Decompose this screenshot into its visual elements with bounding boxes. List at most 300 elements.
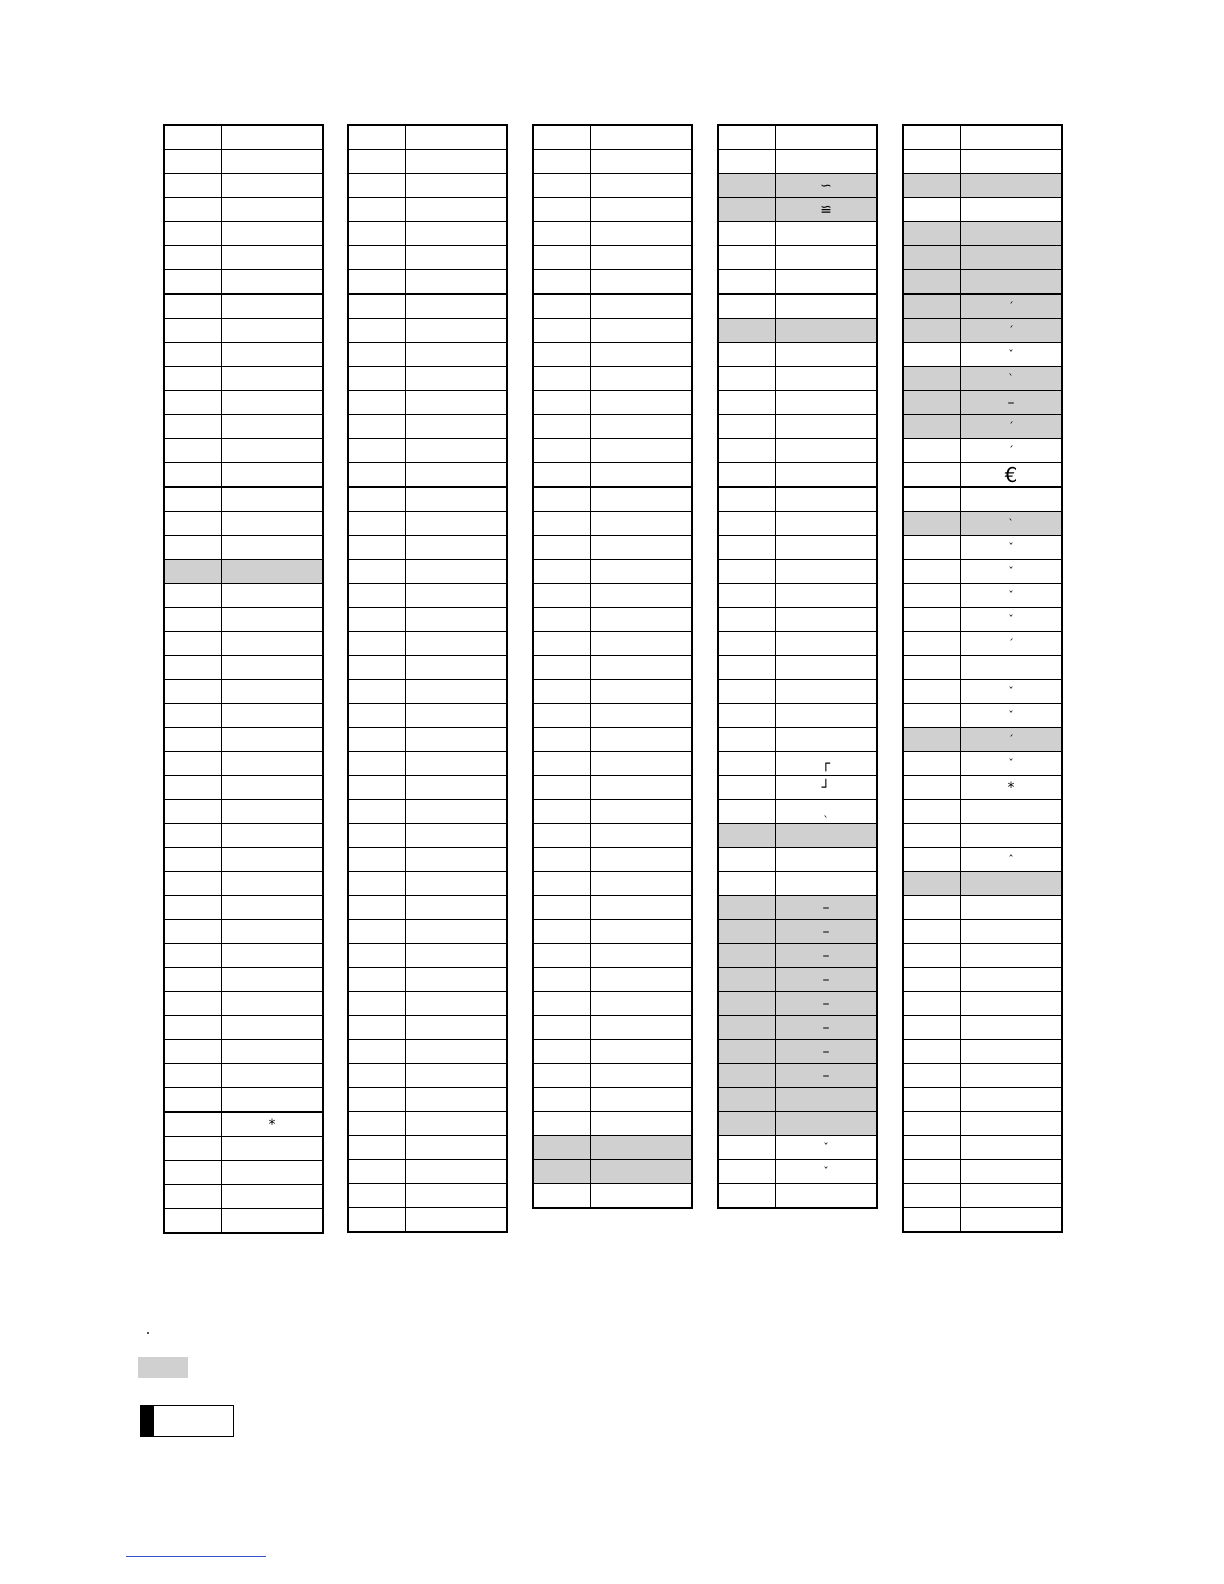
glyph-cell xyxy=(961,1040,1063,1064)
table-row xyxy=(533,560,692,584)
table-row xyxy=(718,656,877,680)
glyph-cell: – xyxy=(776,920,878,944)
table-row xyxy=(903,1088,1062,1112)
code-cell xyxy=(348,270,406,295)
code-cell xyxy=(718,824,776,848)
glyph-cell xyxy=(591,150,693,174)
table-row xyxy=(903,632,1062,656)
table-row xyxy=(348,319,507,343)
table-row xyxy=(903,1184,1062,1208)
code-cell xyxy=(164,872,222,896)
glyph-cell xyxy=(591,512,693,536)
glyph-cell xyxy=(591,174,693,198)
glyph-cell xyxy=(961,1160,1063,1184)
glyph-cell xyxy=(591,198,693,222)
code-cell xyxy=(718,487,776,512)
table-row xyxy=(718,391,877,415)
code-table-body xyxy=(903,125,1062,1232)
glyph-cell xyxy=(776,246,878,270)
glyph-cell xyxy=(591,1064,693,1088)
table-row xyxy=(164,776,323,800)
code-cell xyxy=(348,367,406,391)
table-row xyxy=(533,896,692,920)
code-cell xyxy=(533,896,591,920)
code-cell xyxy=(718,270,776,295)
glyph-cell xyxy=(406,198,508,222)
code-cell xyxy=(164,920,222,944)
glyph-cell xyxy=(591,367,693,391)
glyph-cell xyxy=(222,752,324,776)
glyph-cell xyxy=(776,560,878,584)
table-row xyxy=(164,367,323,391)
table-row xyxy=(718,367,877,391)
table-row xyxy=(348,872,507,896)
table-row xyxy=(718,415,877,439)
glyph-cell xyxy=(591,848,693,872)
table-row xyxy=(718,294,877,319)
table-row xyxy=(348,198,507,222)
glyph-cell xyxy=(961,656,1063,680)
glyph-cell xyxy=(406,536,508,560)
code-cell xyxy=(533,1160,591,1184)
table-row xyxy=(903,968,1062,992)
table-row xyxy=(718,222,877,246)
glyph-cell xyxy=(406,1184,508,1208)
glyph-cell xyxy=(961,150,1063,174)
table-row xyxy=(348,584,507,608)
glyph-cell xyxy=(406,944,508,968)
code-cell xyxy=(903,680,961,704)
table-row xyxy=(348,992,507,1016)
glyph-cell xyxy=(406,920,508,944)
table-row xyxy=(903,198,1062,222)
glyph-cell xyxy=(591,680,693,704)
table-row xyxy=(533,1184,692,1209)
table-row xyxy=(533,270,692,295)
code-cell xyxy=(718,246,776,270)
glyph-cell xyxy=(406,560,508,584)
code-cell xyxy=(718,294,776,319)
code-cell xyxy=(348,439,406,463)
glyph-cell xyxy=(776,1112,878,1136)
table-row xyxy=(903,992,1062,1016)
glyph-cell xyxy=(222,992,324,1016)
table-row xyxy=(533,463,692,488)
table-row xyxy=(718,920,877,944)
code-cell xyxy=(533,294,591,319)
code-table-3 xyxy=(532,124,693,1209)
table-row xyxy=(164,246,323,270)
code-cell xyxy=(533,584,591,608)
glyph-cell xyxy=(591,319,693,343)
code-cell xyxy=(164,1016,222,1040)
table-row xyxy=(903,800,1062,824)
table-row xyxy=(903,391,1062,415)
code-cell xyxy=(903,848,961,872)
code-cell xyxy=(348,680,406,704)
code-cell xyxy=(533,992,591,1016)
table-row xyxy=(718,704,877,728)
table-row xyxy=(718,848,877,872)
glyph-cell xyxy=(591,632,693,656)
table-row xyxy=(348,920,507,944)
code-cell xyxy=(164,848,222,872)
table-row xyxy=(533,1040,692,1064)
glyph-cell xyxy=(222,632,324,656)
glyph-cell xyxy=(406,294,508,319)
table-row xyxy=(348,800,507,824)
code-cell xyxy=(718,1184,776,1209)
code-cell xyxy=(533,1064,591,1088)
glyph-cell xyxy=(222,776,324,800)
table-row xyxy=(903,439,1062,463)
glyph-cell xyxy=(776,1088,878,1112)
table-row xyxy=(164,1137,323,1161)
code-cell xyxy=(718,198,776,222)
code-cell xyxy=(164,1088,222,1113)
code-cell xyxy=(718,125,776,150)
code-cell xyxy=(164,367,222,391)
glyph-cell xyxy=(591,246,693,270)
table-row xyxy=(718,270,877,295)
glyph-cell xyxy=(591,343,693,367)
table-row xyxy=(348,1088,507,1112)
table-row xyxy=(718,1064,877,1088)
glyph-cell xyxy=(591,415,693,439)
code-cell xyxy=(348,222,406,246)
glyph-cell xyxy=(406,246,508,270)
table-row xyxy=(718,512,877,536)
code-cell xyxy=(718,1088,776,1112)
code-cell xyxy=(718,680,776,704)
glyph-cell xyxy=(591,656,693,680)
table-row xyxy=(533,367,692,391)
table-row xyxy=(718,246,877,270)
table-row xyxy=(348,608,507,632)
code-cell xyxy=(164,728,222,752)
glyph-cell xyxy=(591,270,693,295)
table-row xyxy=(164,1016,323,1040)
code-table-body xyxy=(164,125,323,1233)
code-cell xyxy=(718,1160,776,1184)
code-cell xyxy=(718,848,776,872)
table-row xyxy=(348,656,507,680)
glyph-cell xyxy=(776,222,878,246)
table-row xyxy=(164,704,323,728)
glyph-cell: * xyxy=(222,1112,324,1137)
code-cell xyxy=(533,536,591,560)
code-cell xyxy=(164,680,222,704)
glyph-cell xyxy=(222,1137,324,1161)
table-row xyxy=(533,487,692,512)
code-cell xyxy=(533,728,591,752)
code-cell xyxy=(348,608,406,632)
glyph-cell xyxy=(961,968,1063,992)
code-cell xyxy=(903,1160,961,1184)
glyph-cell xyxy=(591,1136,693,1160)
table-row xyxy=(533,728,692,752)
code-cell xyxy=(903,1136,961,1160)
glyph-cell xyxy=(961,992,1063,1016)
glyph-cell xyxy=(222,560,324,584)
legend-shaded-swatch xyxy=(138,1357,188,1378)
glyph-cell xyxy=(222,824,324,848)
table-row xyxy=(164,512,323,536)
glyph-cell xyxy=(591,824,693,848)
glyph-cell: ˊ xyxy=(961,294,1063,319)
code-cell xyxy=(164,463,222,488)
table-row xyxy=(718,824,877,848)
table-row xyxy=(533,584,692,608)
code-cell xyxy=(533,415,591,439)
table-row xyxy=(533,1160,692,1184)
glyph-cell: ˊ xyxy=(961,319,1063,343)
code-cell xyxy=(533,1040,591,1064)
code-cell xyxy=(903,463,961,488)
code-cell xyxy=(718,512,776,536)
code-cell xyxy=(718,872,776,896)
table-row xyxy=(348,343,507,367)
glyph-cell: – xyxy=(776,992,878,1016)
code-cell xyxy=(718,150,776,174)
code-cell xyxy=(164,343,222,367)
code-cell xyxy=(718,367,776,391)
table-row xyxy=(903,487,1062,512)
glyph-cell: – xyxy=(776,1040,878,1064)
code-cell xyxy=(903,656,961,680)
code-table-body xyxy=(718,125,877,1208)
glyph-cell xyxy=(961,222,1063,246)
code-cell xyxy=(718,584,776,608)
glyph-cell xyxy=(406,632,508,656)
glyph-cell xyxy=(961,174,1063,198)
table-row xyxy=(903,1016,1062,1040)
code-cell xyxy=(533,319,591,343)
table-row xyxy=(348,680,507,704)
glyph-cell xyxy=(591,1016,693,1040)
code-cell xyxy=(164,1040,222,1064)
table-row xyxy=(164,463,323,488)
code-cell xyxy=(348,1112,406,1136)
code-cell xyxy=(533,150,591,174)
glyph-cell xyxy=(591,944,693,968)
table-row xyxy=(903,1208,1062,1233)
glyph-cell xyxy=(776,270,878,295)
code-cell xyxy=(348,584,406,608)
code-cell xyxy=(718,728,776,752)
table-row xyxy=(348,728,507,752)
table-row xyxy=(903,1136,1062,1160)
glyph-cell: ˇ xyxy=(961,752,1063,776)
glyph-cell xyxy=(961,1088,1063,1112)
glyph-cell xyxy=(776,125,878,150)
code-cell xyxy=(164,824,222,848)
glyph-cell xyxy=(591,1040,693,1064)
glyph-cell xyxy=(961,944,1063,968)
table-row xyxy=(718,174,877,198)
glyph-cell xyxy=(776,704,878,728)
table-row xyxy=(348,246,507,270)
table-row xyxy=(164,1112,323,1137)
table-row xyxy=(718,1136,877,1160)
table-row xyxy=(903,1064,1062,1088)
code-cell xyxy=(348,343,406,367)
glyph-cell xyxy=(406,896,508,920)
code-cell xyxy=(903,584,961,608)
table-row xyxy=(718,872,877,896)
code-cell xyxy=(348,1088,406,1112)
code-cell xyxy=(718,968,776,992)
table-row xyxy=(903,728,1062,752)
table-row xyxy=(164,174,323,198)
code-cell xyxy=(903,824,961,848)
table-row xyxy=(718,800,877,824)
glyph-cell: – xyxy=(776,1016,878,1040)
table-row xyxy=(718,680,877,704)
table-row xyxy=(903,1160,1062,1184)
code-cell xyxy=(164,944,222,968)
table-row xyxy=(533,1064,692,1088)
code-cell xyxy=(348,968,406,992)
table-row xyxy=(348,174,507,198)
code-cell xyxy=(164,608,222,632)
table-row xyxy=(903,1040,1062,1064)
code-cell xyxy=(533,270,591,295)
glyph-cell xyxy=(222,1185,324,1209)
table-row xyxy=(164,992,323,1016)
glyph-cell xyxy=(776,367,878,391)
code-cell xyxy=(348,512,406,536)
code-cell xyxy=(718,944,776,968)
code-cell xyxy=(348,776,406,800)
glyph-cell xyxy=(222,246,324,270)
table-row xyxy=(903,174,1062,198)
glyph-cell xyxy=(961,1064,1063,1088)
code-cell xyxy=(718,463,776,488)
glyph-cell: ˆ xyxy=(961,848,1063,872)
glyph-cell xyxy=(776,584,878,608)
table-row xyxy=(903,222,1062,246)
table-row xyxy=(718,198,877,222)
table-row xyxy=(718,584,877,608)
code-cell xyxy=(348,560,406,584)
table-row xyxy=(164,415,323,439)
code-cell xyxy=(348,632,406,656)
glyph-cell xyxy=(776,439,878,463)
table-row xyxy=(348,896,507,920)
code-cell xyxy=(164,704,222,728)
glyph-cell: ˇ xyxy=(776,1136,878,1160)
table-row xyxy=(533,968,692,992)
code-cell xyxy=(164,487,222,512)
code-cell xyxy=(348,319,406,343)
table-row xyxy=(164,560,323,584)
code-cell xyxy=(903,125,961,150)
code-cell xyxy=(718,896,776,920)
code-cell xyxy=(164,776,222,800)
glyph-cell xyxy=(406,1112,508,1136)
table-row xyxy=(348,1016,507,1040)
code-cell xyxy=(348,1016,406,1040)
code-cell xyxy=(164,1209,222,1234)
table-row xyxy=(903,1112,1062,1136)
table-row xyxy=(718,752,877,776)
glyph-cell xyxy=(222,150,324,174)
glyph-cell xyxy=(961,920,1063,944)
table-row xyxy=(164,680,323,704)
table-row xyxy=(164,343,323,367)
code-cell xyxy=(533,512,591,536)
glyph-cell: ˊ xyxy=(961,439,1063,463)
table-row xyxy=(533,872,692,896)
code-cell xyxy=(903,536,961,560)
code-cell xyxy=(903,920,961,944)
glyph-cell xyxy=(406,1208,508,1233)
table-row xyxy=(348,560,507,584)
glyph-cell: – xyxy=(776,944,878,968)
code-cell xyxy=(164,656,222,680)
glyph-cell xyxy=(406,608,508,632)
code-cell xyxy=(164,1161,222,1185)
table-row xyxy=(903,343,1062,367)
table-row xyxy=(718,439,877,463)
code-cell xyxy=(533,487,591,512)
code-cell xyxy=(718,1040,776,1064)
code-cell xyxy=(533,1112,591,1136)
code-cell xyxy=(348,1208,406,1233)
code-table-body xyxy=(348,125,507,1232)
table-row xyxy=(718,728,877,752)
glyph-cell xyxy=(961,1112,1063,1136)
code-cell xyxy=(164,1112,222,1137)
code-cell xyxy=(533,800,591,824)
code-cell xyxy=(164,415,222,439)
table-row xyxy=(718,992,877,1016)
table-row xyxy=(903,125,1062,150)
table-row xyxy=(718,1040,877,1064)
table-row xyxy=(533,1016,692,1040)
table-row xyxy=(903,367,1062,391)
glyph-cell xyxy=(776,343,878,367)
footer-link-underline[interactable] xyxy=(126,1556,266,1557)
glyph-cell xyxy=(222,439,324,463)
glyph-cell xyxy=(591,896,693,920)
table-row xyxy=(164,150,323,174)
glyph-cell xyxy=(776,391,878,415)
glyph-cell xyxy=(961,872,1063,896)
code-cell xyxy=(348,656,406,680)
glyph-cell xyxy=(222,1209,324,1234)
glyph-cell xyxy=(406,680,508,704)
code-cell xyxy=(903,343,961,367)
glyph-cell xyxy=(222,487,324,512)
glyph-cell: ˋ xyxy=(961,512,1063,536)
code-cell xyxy=(348,800,406,824)
table-row xyxy=(533,319,692,343)
glyph-cell xyxy=(406,222,508,246)
glyph-cell xyxy=(222,608,324,632)
glyph-cell xyxy=(776,848,878,872)
glyph-cell xyxy=(776,294,878,319)
glyph-cell: – xyxy=(776,1064,878,1088)
code-cell xyxy=(164,800,222,824)
code-cell xyxy=(718,439,776,463)
code-cell xyxy=(903,1016,961,1040)
table-row xyxy=(348,294,507,319)
table-row xyxy=(533,776,692,800)
table-row xyxy=(164,968,323,992)
table-row xyxy=(348,1208,507,1233)
